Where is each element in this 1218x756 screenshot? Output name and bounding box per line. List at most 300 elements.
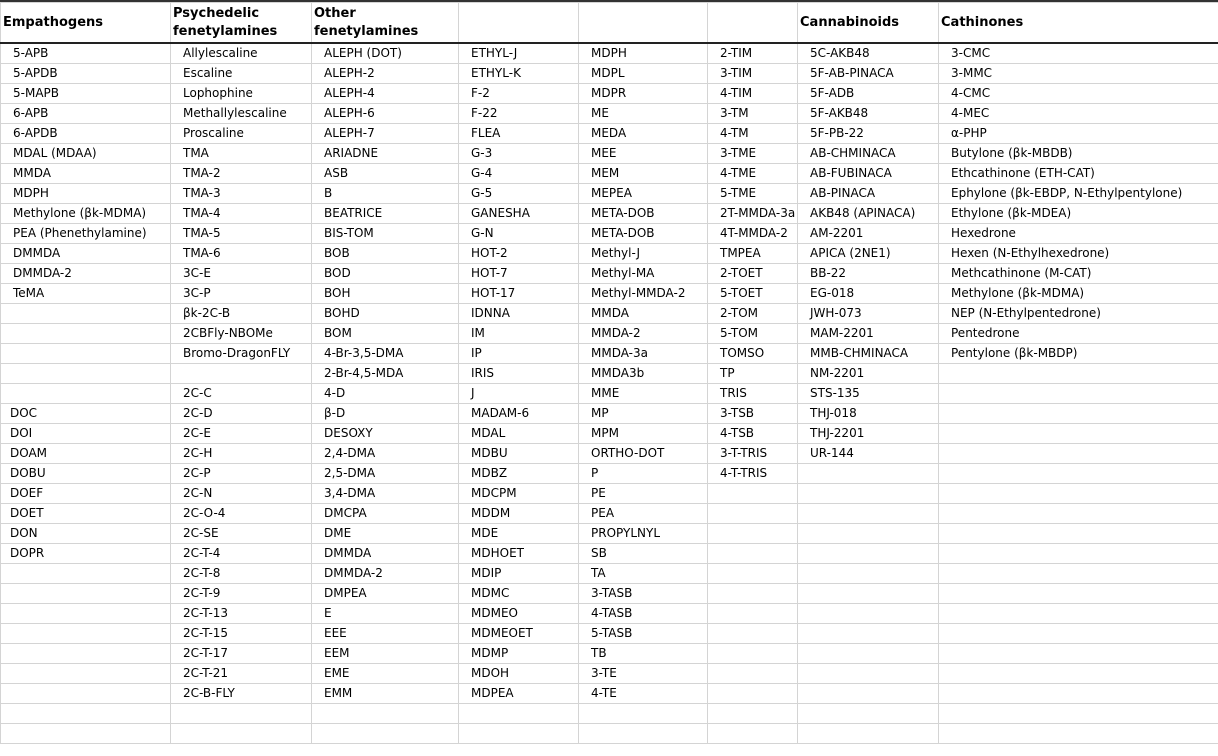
table-cell[interactable]: AKB48 (APINACA): [798, 204, 939, 224]
table-cell[interactable]: [939, 364, 1218, 384]
table-cell[interactable]: NEP (N-Ethylpentedrone): [939, 304, 1218, 324]
table-cell[interactable]: Escaline: [171, 64, 312, 84]
table-cell[interactable]: 5F-PB-22: [798, 124, 939, 144]
table-cell[interactable]: G-4: [459, 164, 579, 184]
table-cell[interactable]: DOC: [1, 404, 171, 424]
table-cell[interactable]: J: [459, 384, 579, 404]
table-cell[interactable]: 2,5-DMA: [312, 464, 459, 484]
table-cell[interactable]: THJ-2201: [798, 424, 939, 444]
table-cell[interactable]: MDBU: [459, 444, 579, 464]
table-cell[interactable]: [939, 504, 1218, 524]
table-cell[interactable]: [939, 484, 1218, 504]
table-cell[interactable]: ALEPH-6: [312, 104, 459, 124]
table-cell[interactable]: [939, 404, 1218, 424]
table-cell[interactable]: MPM: [579, 424, 708, 444]
table-cell[interactable]: MDE: [459, 524, 579, 544]
table-cell[interactable]: 2C-T-13: [171, 604, 312, 624]
table-cell[interactable]: MMDA: [1, 164, 171, 184]
table-cell[interactable]: Pentedrone: [939, 324, 1218, 344]
table-cell[interactable]: TP: [708, 364, 798, 384]
table-row: [1, 664, 1218, 684]
table-row: [1, 104, 1218, 124]
table-cell[interactable]: MDIP: [459, 564, 579, 584]
table-cell[interactable]: ORTHO-DOT: [579, 444, 708, 464]
table-cell[interactable]: TMA-6: [171, 244, 312, 264]
table-cell[interactable]: [1, 604, 171, 624]
table-cell[interactable]: [1, 364, 171, 384]
table-cell[interactable]: [798, 624, 939, 644]
table-cell[interactable]: 2,4-DMA: [312, 444, 459, 464]
table-cell[interactable]: MDAL: [459, 424, 579, 444]
table-cell[interactable]: [708, 584, 798, 604]
table-cell[interactable]: [312, 724, 459, 744]
table-cell[interactable]: [708, 604, 798, 624]
table-cell[interactable]: DMCPA: [312, 504, 459, 524]
table-cell[interactable]: [798, 684, 939, 704]
table-cell[interactable]: [708, 624, 798, 644]
table-cell[interactable]: [1, 624, 171, 644]
table-cell[interactable]: [708, 664, 798, 684]
table-cell[interactable]: βk-2C-B: [171, 304, 312, 324]
table-cell[interactable]: [798, 564, 939, 584]
table-cell[interactable]: BB-22: [798, 264, 939, 284]
table-cell[interactable]: 2C-D: [171, 404, 312, 424]
table-cell[interactable]: Bromo-DragonFLY: [171, 344, 312, 364]
table-cell[interactable]: TRIS: [708, 384, 798, 404]
table-cell[interactable]: 5-MAPB: [1, 84, 171, 104]
table-cell[interactable]: MEE: [579, 144, 708, 164]
table-cell[interactable]: MDOH: [459, 664, 579, 684]
table-cell[interactable]: AB-FUBINACA: [798, 164, 939, 184]
table-cell[interactable]: TeMA: [1, 284, 171, 304]
table-cell[interactable]: 2-TIM: [708, 43, 798, 64]
table-cell[interactable]: [708, 544, 798, 564]
table-cell[interactable]: DME: [312, 524, 459, 544]
table-cell[interactable]: Methallylescaline: [171, 104, 312, 124]
table-cell[interactable]: 5-TOM: [708, 324, 798, 344]
table-cell[interactable]: E: [312, 604, 459, 624]
table-cell[interactable]: [798, 584, 939, 604]
table-cell[interactable]: EEE: [312, 624, 459, 644]
table-cell[interactable]: ALEPH (DOT): [312, 43, 459, 64]
table-cell[interactable]: Ephylone (βk-EBDP, N-Ethylpentylone): [939, 184, 1218, 204]
table-cell[interactable]: α-PHP: [939, 124, 1218, 144]
table-cell[interactable]: [939, 684, 1218, 704]
table-cell[interactable]: 3C-P: [171, 284, 312, 304]
table-cell[interactable]: [579, 704, 708, 724]
table-cell[interactable]: 6-APDB: [1, 124, 171, 144]
table-cell[interactable]: DMMDA-2: [1, 264, 171, 284]
header-cell[interactable]: [579, 3, 708, 44]
table-cell[interactable]: [1, 564, 171, 584]
table-cell[interactable]: MDPH: [579, 43, 708, 64]
table-cell[interactable]: DMMDA: [312, 544, 459, 564]
table-cell[interactable]: 5-APB: [1, 43, 171, 64]
table-cell[interactable]: [939, 584, 1218, 604]
table-cell[interactable]: [1, 304, 171, 324]
table-cell[interactable]: 2-TOET: [708, 264, 798, 284]
table-cell[interactable]: 6-APB: [1, 104, 171, 124]
table-cell[interactable]: DOEF: [1, 484, 171, 504]
table-cell[interactable]: BIS-TOM: [312, 224, 459, 244]
table-cell[interactable]: TOMSO: [708, 344, 798, 364]
header-cell[interactable]: Cannabinoids: [798, 3, 939, 44]
table-cell[interactable]: [798, 524, 939, 544]
header-cell[interactable]: [708, 3, 798, 44]
table-cell[interactable]: [939, 424, 1218, 444]
table-cell[interactable]: 3-TIM: [708, 64, 798, 84]
table-cell[interactable]: [1, 584, 171, 604]
table-cell[interactable]: 4-D: [312, 384, 459, 404]
table-cell[interactable]: 2CBFly-NBOMe: [171, 324, 312, 344]
table-cell[interactable]: FLEA: [459, 124, 579, 144]
table-cell[interactable]: [939, 444, 1218, 464]
table-cell[interactable]: [708, 564, 798, 584]
table-cell[interactable]: [1, 664, 171, 684]
table-cell[interactable]: 4-TASB: [579, 604, 708, 624]
table-cell[interactable]: β-D: [312, 404, 459, 424]
table-cell[interactable]: JWH-073: [798, 304, 939, 324]
table-cell[interactable]: TMA-2: [171, 164, 312, 184]
table-cell[interactable]: 3C-E: [171, 264, 312, 284]
table-row: [1, 124, 1218, 144]
table-cell[interactable]: IRIS: [459, 364, 579, 384]
table-cell[interactable]: [1, 684, 171, 704]
table-cell[interactable]: MDHOET: [459, 544, 579, 564]
table-cell[interactable]: [459, 704, 579, 724]
table-cell[interactable]: MDAL (MDAA): [1, 144, 171, 164]
table-cell[interactable]: P: [579, 464, 708, 484]
table-cell[interactable]: PEA (Phenethylamine): [1, 224, 171, 244]
table-cell[interactable]: Lophophine: [171, 84, 312, 104]
table-cell[interactable]: 5C-AKB48: [798, 43, 939, 64]
table-cell[interactable]: Proscaline: [171, 124, 312, 144]
header-cell[interactable]: Other fenetylamines: [312, 3, 459, 44]
table-cell[interactable]: 5-TOET: [708, 284, 798, 304]
table-cell[interactable]: 2T-MMDA-3a: [708, 204, 798, 224]
data-grid: [0, 2, 1218, 744]
table-cell[interactable]: 4-TIM: [708, 84, 798, 104]
table-cell[interactable]: [939, 664, 1218, 684]
table-cell[interactable]: [1, 644, 171, 664]
table-cell[interactable]: DOBU: [1, 464, 171, 484]
table-cell[interactable]: 2C-T-9: [171, 584, 312, 604]
table-cell[interactable]: MDPEA: [459, 684, 579, 704]
table-cell[interactable]: [939, 524, 1218, 544]
table-cell[interactable]: ETHYL-J: [459, 43, 579, 64]
table-cell[interactable]: HOT-7: [459, 264, 579, 284]
table-cell[interactable]: ALEPH-2: [312, 64, 459, 84]
table-cell[interactable]: 2-TOM: [708, 304, 798, 324]
table-cell[interactable]: MP: [579, 404, 708, 424]
table-cell[interactable]: DOET: [1, 504, 171, 524]
table-cell[interactable]: 4-T-TRIS: [708, 464, 798, 484]
table-cell[interactable]: MDMEO: [459, 604, 579, 624]
table-cell[interactable]: Allylescaline: [171, 43, 312, 64]
table-row: [1, 424, 1218, 444]
header-cell[interactable]: Empathogens: [1, 3, 171, 44]
table-cell[interactable]: [171, 724, 312, 744]
table-cell[interactable]: 2C-T-17: [171, 644, 312, 664]
table-cell[interactable]: F-2: [459, 84, 579, 104]
table-cell[interactable]: MDPH: [1, 184, 171, 204]
table-cell[interactable]: Methyl-MA: [579, 264, 708, 284]
table-cell[interactable]: BOB: [312, 244, 459, 264]
table-cell[interactable]: Methyl-MMDA-2: [579, 284, 708, 304]
table-cell[interactable]: G-N: [459, 224, 579, 244]
table-cell[interactable]: BOH: [312, 284, 459, 304]
table-cell[interactable]: 4-CMC: [939, 84, 1218, 104]
table-cell[interactable]: 4T-MMDA-2: [708, 224, 798, 244]
table-cell[interactable]: 5-APDB: [1, 64, 171, 84]
table-cell[interactable]: MME: [579, 384, 708, 404]
table-cell[interactable]: MEDA: [579, 124, 708, 144]
header-cell[interactable]: [459, 3, 579, 44]
table-cell[interactable]: Methcathinone (M-CAT): [939, 264, 1218, 284]
table-cell[interactable]: [798, 604, 939, 624]
table-cell[interactable]: BOHD: [312, 304, 459, 324]
table-cell[interactable]: 2C-T-21: [171, 664, 312, 684]
table-cell[interactable]: B: [312, 184, 459, 204]
table-cell[interactable]: MMDA-3a: [579, 344, 708, 364]
table-cell[interactable]: MDPL: [579, 64, 708, 84]
table-cell[interactable]: BOM: [312, 324, 459, 344]
table-cell[interactable]: EME: [312, 664, 459, 684]
table-cell[interactable]: TA: [579, 564, 708, 584]
table-cell[interactable]: 2C-T-15: [171, 624, 312, 644]
table-cell[interactable]: MEPEA: [579, 184, 708, 204]
header-cell[interactable]: Cathinones: [939, 3, 1218, 44]
table-cell[interactable]: HOT-2: [459, 244, 579, 264]
table-cell[interactable]: 2C-B-FLY: [171, 684, 312, 704]
table-cell[interactable]: 5F-ADB: [798, 84, 939, 104]
table-cell[interactable]: [1, 324, 171, 344]
table-cell[interactable]: DMMDA: [1, 244, 171, 264]
header-row: [1, 3, 1218, 44]
table-cell[interactable]: 4-Br-3,5-DMA: [312, 344, 459, 364]
table-cell[interactable]: [939, 604, 1218, 624]
table-cell[interactable]: Pentylone (βk-MBDP): [939, 344, 1218, 364]
table-cell[interactable]: Ethcathinone (ETH-CAT): [939, 164, 1218, 184]
table-cell[interactable]: TMPEA: [708, 244, 798, 264]
table-cell[interactable]: DON: [1, 524, 171, 544]
table-row: [1, 324, 1218, 344]
table-cell[interactable]: 3-MMC: [939, 64, 1218, 84]
table-cell[interactable]: NM-2201: [798, 364, 939, 384]
table-cell[interactable]: BEATRICE: [312, 204, 459, 224]
table-cell[interactable]: [798, 544, 939, 564]
table-cell[interactable]: [708, 524, 798, 544]
table-cell[interactable]: PROPYLNYL: [579, 524, 708, 544]
table-cell[interactable]: G-3: [459, 144, 579, 164]
table-cell[interactable]: 4-MEC: [939, 104, 1218, 124]
table-cell[interactable]: TMA-5: [171, 224, 312, 244]
table-cell[interactable]: 2C-P: [171, 464, 312, 484]
table-cell[interactable]: ASB: [312, 164, 459, 184]
table-cell[interactable]: [1, 384, 171, 404]
table-cell[interactable]: TMA-3: [171, 184, 312, 204]
table-cell[interactable]: Butylone (βk-MBDB): [939, 144, 1218, 164]
table-cell[interactable]: 4-TE: [579, 684, 708, 704]
table-row: [1, 164, 1218, 184]
table-cell[interactable]: TMA: [171, 144, 312, 164]
table-cell[interactable]: MDPR: [579, 84, 708, 104]
table-cell[interactable]: Methylone (βk-MDMA): [1, 204, 171, 224]
table-cell[interactable]: ARIADNE: [312, 144, 459, 164]
table-cell[interactable]: 2C-N: [171, 484, 312, 504]
table-cell[interactable]: [798, 644, 939, 664]
table-cell[interactable]: [171, 364, 312, 384]
table-cell[interactable]: [939, 724, 1218, 744]
table-cell[interactable]: 2C-SE: [171, 524, 312, 544]
table-cell[interactable]: MDMEOET: [459, 624, 579, 644]
table-cell[interactable]: [708, 484, 798, 504]
table-cell[interactable]: [798, 704, 939, 724]
table-cell[interactable]: [939, 624, 1218, 644]
table-cell[interactable]: [939, 384, 1218, 404]
table-cell[interactable]: [939, 544, 1218, 564]
table-cell[interactable]: BOD: [312, 264, 459, 284]
table-cell[interactable]: [1, 704, 171, 724]
table-cell[interactable]: 3-TM: [708, 104, 798, 124]
table-cell[interactable]: MDCPM: [459, 484, 579, 504]
table-cell[interactable]: STS-135: [798, 384, 939, 404]
table-cell[interactable]: META-DOB: [579, 204, 708, 224]
table-row: [1, 224, 1218, 244]
table-cell[interactable]: MDMC: [459, 584, 579, 604]
table-cell[interactable]: SB: [579, 544, 708, 564]
table-cell[interactable]: [939, 564, 1218, 584]
table-cell[interactable]: DOAM: [1, 444, 171, 464]
table-cell[interactable]: 3,4-DMA: [312, 484, 459, 504]
table-cell[interactable]: DESOXY: [312, 424, 459, 444]
table-cell[interactable]: PEA: [579, 504, 708, 524]
table-cell[interactable]: MEM: [579, 164, 708, 184]
table-cell[interactable]: MMDA-2: [579, 324, 708, 344]
table-cell[interactable]: 3-CMC: [939, 43, 1218, 64]
table-cell[interactable]: 5-TME: [708, 184, 798, 204]
table-cell[interactable]: DOI: [1, 424, 171, 444]
table-cell[interactable]: G-5: [459, 184, 579, 204]
table-cell[interactable]: [708, 644, 798, 664]
table-cell[interactable]: EEM: [312, 644, 459, 664]
table-cell[interactable]: [708, 704, 798, 724]
header-cell[interactable]: Psychedelic fenetylamines: [171, 3, 312, 44]
table-cell[interactable]: Hexen (N-Ethylhexedrone): [939, 244, 1218, 264]
table-cell[interactable]: [798, 464, 939, 484]
table-row: [1, 84, 1218, 104]
table-row: [1, 444, 1218, 464]
table-cell[interactable]: [312, 704, 459, 724]
table-cell[interactable]: [708, 504, 798, 524]
table-cell[interactable]: 2C-H: [171, 444, 312, 464]
table-cell[interactable]: MMDA3b: [579, 364, 708, 384]
table-cell[interactable]: PE: [579, 484, 708, 504]
table-cell[interactable]: 3-TSB: [708, 404, 798, 424]
table-cell[interactable]: 5F-AB-PINACA: [798, 64, 939, 84]
table-cell[interactable]: [459, 724, 579, 744]
table-cell[interactable]: [939, 464, 1218, 484]
table-cell[interactable]: EG-018: [798, 284, 939, 304]
table-cell[interactable]: [708, 684, 798, 704]
table-cell[interactable]: THJ-018: [798, 404, 939, 424]
table-cell[interactable]: 3-TME: [708, 144, 798, 164]
table-cell[interactable]: [579, 724, 708, 744]
table-cell[interactable]: Hexedrone: [939, 224, 1218, 244]
table-cell[interactable]: [708, 724, 798, 744]
table-cell[interactable]: [798, 724, 939, 744]
table-cell[interactable]: 2C-O-4: [171, 504, 312, 524]
table-cell[interactable]: [1, 724, 171, 744]
table-cell[interactable]: 4-TME: [708, 164, 798, 184]
table-cell[interactable]: 2-Br-4,5-MDA: [312, 364, 459, 384]
table-cell[interactable]: ETHYL-K: [459, 64, 579, 84]
table-cell[interactable]: [939, 704, 1218, 724]
table-cell[interactable]: [1, 344, 171, 364]
table-cell[interactable]: EMM: [312, 684, 459, 704]
table-cell[interactable]: DMPEA: [312, 584, 459, 604]
table-cell[interactable]: 5F-AKB48: [798, 104, 939, 124]
table-cell[interactable]: IDNNA: [459, 304, 579, 324]
table-cell[interactable]: MDDM: [459, 504, 579, 524]
table-cell[interactable]: 2C-T-4: [171, 544, 312, 564]
table-cell[interactable]: [798, 664, 939, 684]
table-cell[interactable]: Methylone (βk-MDMA): [939, 284, 1218, 304]
table-cell[interactable]: APICA (2NE1): [798, 244, 939, 264]
table-cell[interactable]: DOPR: [1, 544, 171, 564]
table-cell[interactable]: [798, 504, 939, 524]
table-cell[interactable]: MADAM-6: [459, 404, 579, 424]
table-cell[interactable]: Methyl-J: [579, 244, 708, 264]
table-cell[interactable]: 3-T-TRIS: [708, 444, 798, 464]
table-cell[interactable]: 3-TE: [579, 664, 708, 684]
table-cell[interactable]: 3-TASB: [579, 584, 708, 604]
table-cell[interactable]: IP: [459, 344, 579, 364]
table-cell[interactable]: [171, 704, 312, 724]
table-cell[interactable]: TB: [579, 644, 708, 664]
table-cell[interactable]: 2C-T-8: [171, 564, 312, 584]
table-cell[interactable]: F-22: [459, 104, 579, 124]
table-cell[interactable]: MMB-CHMINACA: [798, 344, 939, 364]
table-cell[interactable]: 2C-E: [171, 424, 312, 444]
table-cell[interactable]: ALEPH-7: [312, 124, 459, 144]
table-cell[interactable]: GANESHA: [459, 204, 579, 224]
table-cell[interactable]: IM: [459, 324, 579, 344]
table-cell[interactable]: 5-TASB: [579, 624, 708, 644]
table-cell[interactable]: MMDA: [579, 304, 708, 324]
table-cell[interactable]: AB-PINACA: [798, 184, 939, 204]
table-cell[interactable]: [939, 644, 1218, 664]
table-cell[interactable]: MAM-2201: [798, 324, 939, 344]
table-cell[interactable]: [798, 484, 939, 504]
table-cell[interactable]: AB-CHMINACA: [798, 144, 939, 164]
table-row: [1, 584, 1218, 604]
table-cell[interactable]: MDBZ: [459, 464, 579, 484]
table-cell[interactable]: TMA-4: [171, 204, 312, 224]
table-cell[interactable]: DMMDA-2: [312, 564, 459, 584]
table-cell[interactable]: ME: [579, 104, 708, 124]
table-cell[interactable]: 2C-C: [171, 384, 312, 404]
table-cell[interactable]: Ethylone (βk-MDEA): [939, 204, 1218, 224]
table-cell[interactable]: 4-TM: [708, 124, 798, 144]
table-cell[interactable]: HOT-17: [459, 284, 579, 304]
table-cell[interactable]: MDMP: [459, 644, 579, 664]
table-cell[interactable]: AM-2201: [798, 224, 939, 244]
table-cell[interactable]: 4-TSB: [708, 424, 798, 444]
table-cell[interactable]: ALEPH-4: [312, 84, 459, 104]
table-cell[interactable]: UR-144: [798, 444, 939, 464]
table-cell[interactable]: META-DOB: [579, 224, 708, 244]
